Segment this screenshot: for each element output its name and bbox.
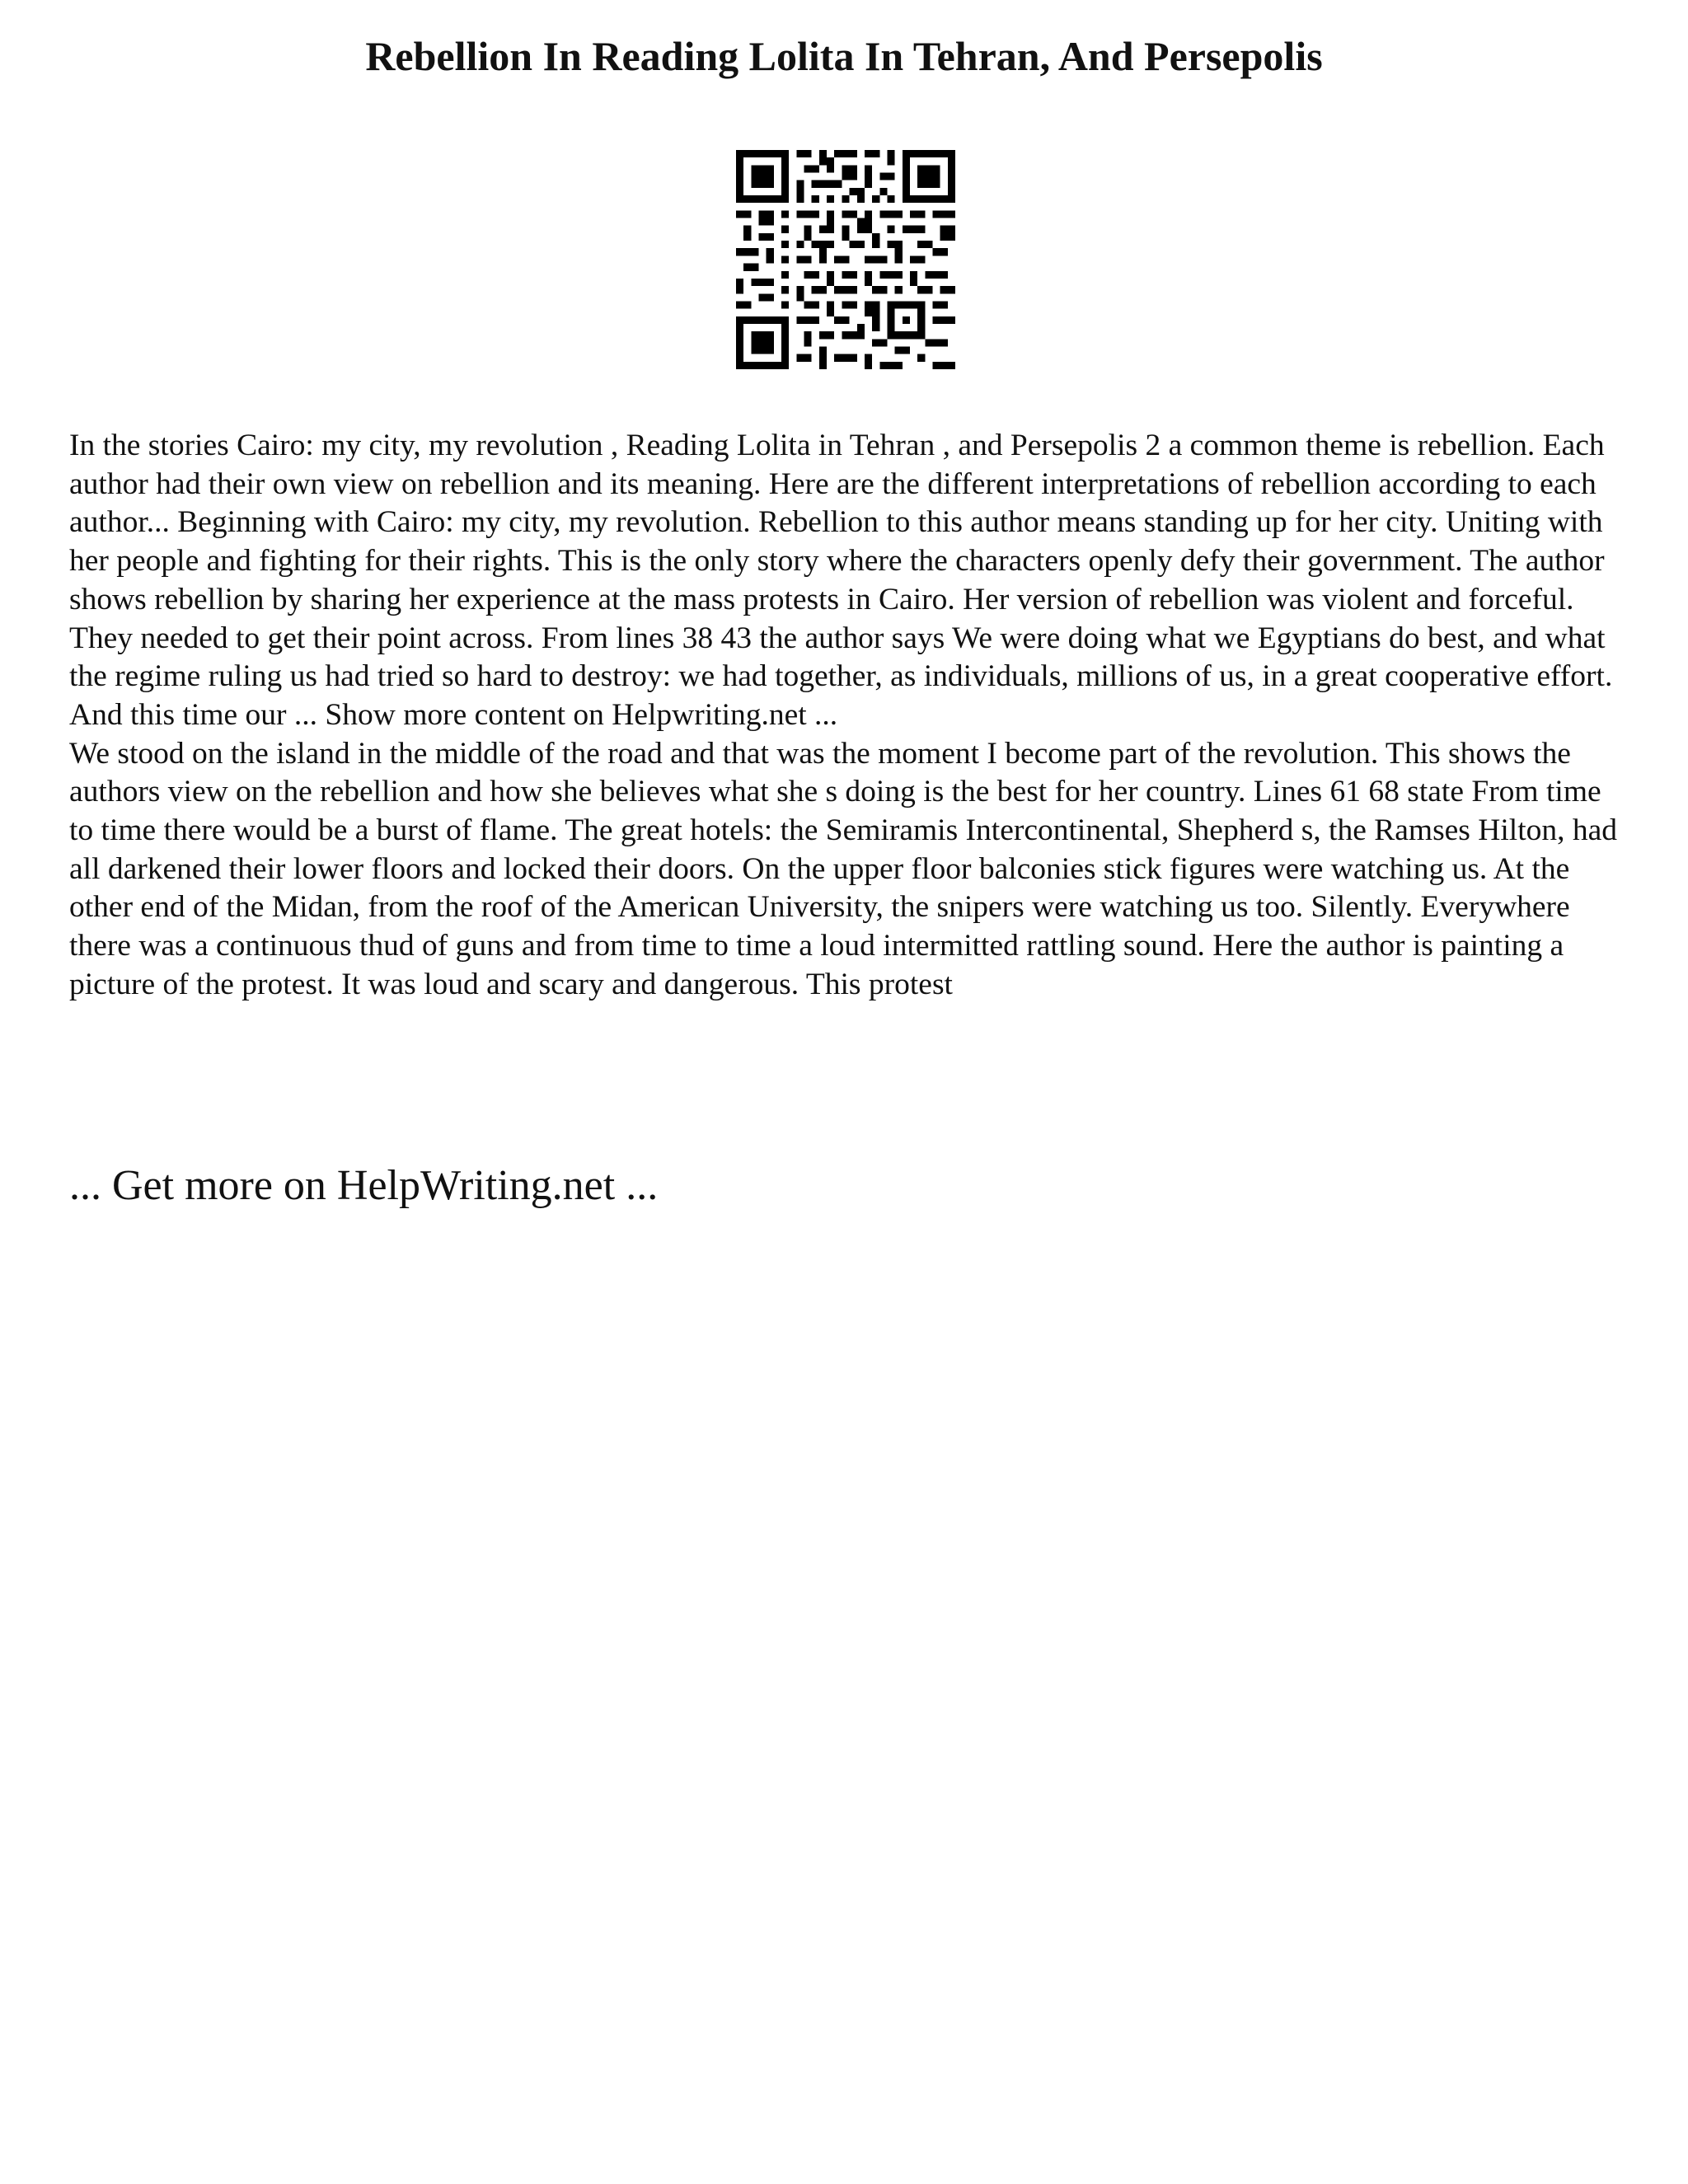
document-body [69,427,1619,1005]
paragraph: In the stories Cairo: my city, my revolution , Reading Lolita in Tehran , and Persepolis 2 a common theme is rebellion. Each author had their own view on rebellion and its meaning. Here are the different interpretations of rebellion according to each author... Beginning with Cairo: my city, my revolution. Rebellion to this author means standing up for her city. Uniting with her people and fighting for their rights. This is the only story where the characters openly defy their government. The author shows rebellion by sharing her experience at the mass protests in Cairo. Her version of rebellion was violent and forceful. They needed to get their point across. From lines 38 43 the author says We were doing what we Egyptians do best, and what the regime ruling us had tried so hard to destroy: we had together, as individuals, millions of us, in a great cooperative effort. And this time our ... Show more content on Helpwriting.net ... [69,429,1613,732]
get-more-link[interactable]: ... Get more on HelpWriting.net ... [69,1162,659,1209]
paragraph: We stood on the island in the middle of the road and that was the moment I become part of the revolution. This shows the authors view on the rebellion and how she believes what she s doing is the best for her country. Lines 61 68 state From time to time there would be a burst of flame. The great hotels: the Semiramis Intercontinental, Shepherd s, the Ramses Hilton, had all darkened their lower floors and locked their doors. On the upper floor balconies stick figures were watching us. At the other end of the Midan, from the roof of the American University, the snipers were watching us too. Silently. Everywhere there was a continuous thud of guns and from time to time a loud intermitted rattling sound. Here the author is painting a picture of the protest. It was loud and scary and dangerous. This protest [69,736,1618,1001]
qr-code-icon [736,150,955,369]
document-title: Rebellion In Reading Lolita In Tehran, And Persepolis [365,33,1323,79]
